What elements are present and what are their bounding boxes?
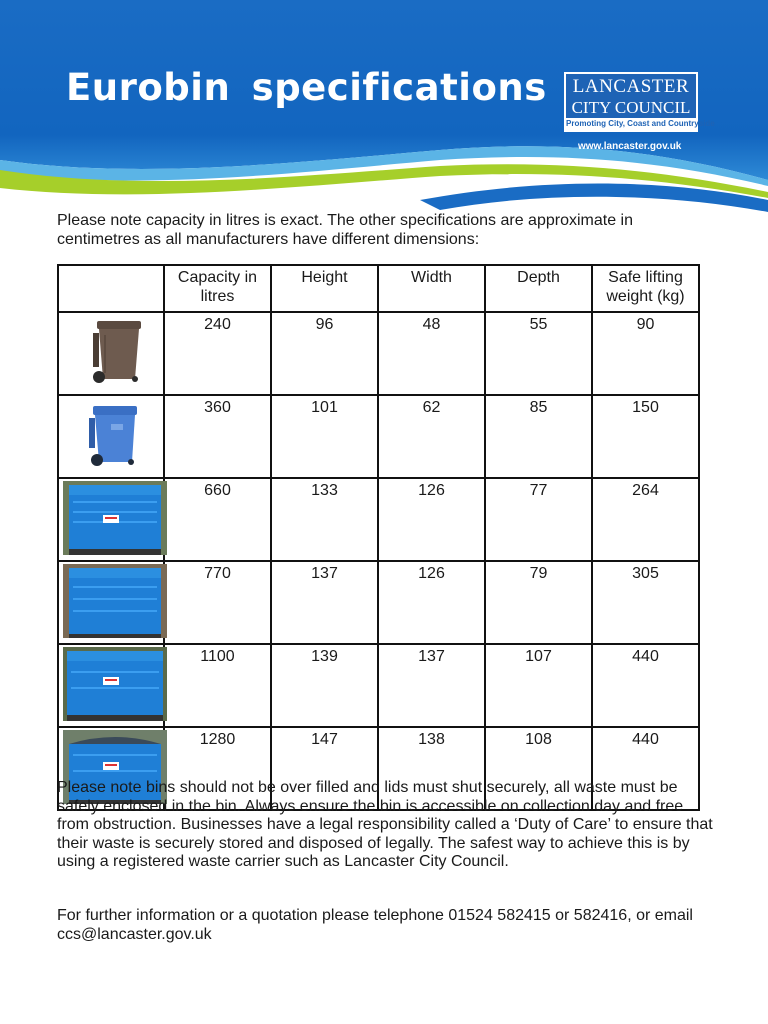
height-cell: 101 [271,395,378,478]
lancaster-city-council-logo [564,72,715,132]
table-row [58,644,699,727]
width-cell: 126 [378,561,485,644]
height-cell: 137 [271,561,378,644]
page-header [0,0,768,215]
weight-cell: 440 [592,727,699,810]
height-cell: 147 [271,727,378,810]
width-cell: 48 [378,312,485,395]
bin-image-cell [58,312,164,395]
logo-tagline: Promoting City, Coast and Countryside [566,119,715,128]
blue-wheelie-bin-icon [63,398,167,472]
capacity-cell: 770 [164,561,271,644]
table-row [58,478,699,561]
depth-cell: 107 [485,644,592,727]
logo-line-1: LANCASTER [572,76,690,97]
header-height: Height [271,265,378,312]
weight-cell: 305 [592,561,699,644]
bin-image-cell [58,395,164,478]
capacity-cell: 240 [164,312,271,395]
brown-wheelie-bin-icon [63,315,167,389]
logo-line-2: CITY COUNCIL [571,98,691,117]
bin-image-cell [58,561,164,644]
table-row [58,561,699,644]
intro-paragraph: Please note capacity in litres is exact. The other specifications are approximate in centimetres as all manufacturers have different dimensions: [57,212,633,248]
header-image [58,265,164,312]
capacity-cell: 1280 [164,727,271,810]
blue-eurobin-icon [63,647,167,721]
page-title: Eurobin specifications [66,66,547,109]
width-cell: 137 [378,644,485,727]
header-safe-lifting-weight: Safe lifting weight (kg) [592,265,699,312]
width-cell: 126 [378,478,485,561]
notes-paragraph: Please note bins should not be over filled and lids must shut securely, all waste must be safely enclosed in the bin. Always ensure the bin is accessible on collection day and free from obstruction. Businesses have a legal responsibility called a ‘Duty of Care’ to ensure that their waste is securely stored and disposed of legally. The safest way to achieve this is by using a registered waste carrier such as Lancaster City Council. [57,779,713,870]
depth-cell: 85 [485,395,592,478]
table-row [58,312,699,395]
blue-eurobin-icon [63,481,167,555]
depth-cell: 55 [485,312,592,395]
width-cell: 138 [378,727,485,810]
contact-paragraph: For further information or a quotation please telephone 01524 582415 or 582416, or email ccs@lancaster.gov.uk [57,907,693,943]
bin-image-cell [58,644,164,727]
depth-cell: 79 [485,561,592,644]
weight-cell: 90 [592,312,699,395]
height-cell: 133 [271,478,378,561]
weight-cell: 264 [592,478,699,561]
depth-cell: 77 [485,478,592,561]
blue-eurobin-icon [63,564,167,638]
table-header-row [58,265,699,312]
eurobin-spec-table [57,264,700,811]
header-depth: Depth [485,265,592,312]
depth-cell: 108 [485,727,592,810]
height-cell: 96 [271,312,378,395]
weight-cell: 440 [592,644,699,727]
website-url: www.lancaster.gov.uk [578,141,682,152]
width-cell: 62 [378,395,485,478]
weight-cell: 150 [592,395,699,478]
table-row [58,395,699,478]
capacity-cell: 360 [164,395,271,478]
capacity-cell: 660 [164,478,271,561]
header-width: Width [378,265,485,312]
header-capacity: Capacity in litres [164,265,271,312]
bin-image-cell [58,478,164,561]
height-cell: 139 [271,644,378,727]
capacity-cell: 1100 [164,644,271,727]
